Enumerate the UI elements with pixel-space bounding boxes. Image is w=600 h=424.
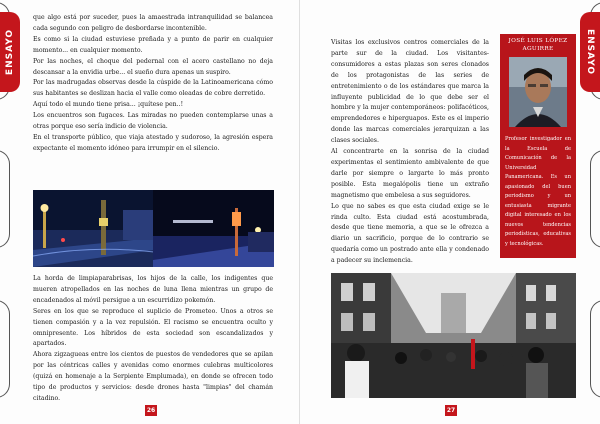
- paragraph: Visitas los exclusivos centros comerciales de la parte sur de la ciudad. Los visitantes-consumidores a estas plazas son seres clonados de los protagonistas de las series de entretenimiento o de los estándares que marca la influyente publicidad de lo que debe ser el hombre y la mujer contemporáneos: polifacéticos, emprendedores e hiperguapos. Este es el imperio donde las marcas comerciales jerarquizan a las clases sociales.: [331, 39, 489, 145]
- right-column: [331, 38, 489, 267]
- section-tab-right: [580, 12, 600, 92]
- paragraph: Los encuentros son fugaces. Las miradas no pueden contemplarse unas a otras porque eso sería indicio de violencia.: [33, 112, 273, 131]
- paragraph: Ahora zigzagueas entre los cientos de puestos de vendedores que se apilan por las céntricas calles y avenidas como enormes culebras multicolores (quizá en homenaje a la Serpiente Emplumada), en donde se ofrecen todo tipo de productos y servicios: desde drones hasta "limpias" del chamán citadino.: [33, 351, 273, 402]
- section-label-right: ENSAYO: [585, 28, 595, 76]
- paragraph: Aquí todo el mundo tiene prisa... ¡quítese pen..!: [33, 101, 184, 109]
- paragraph: Por las madrugadas observas desde la cúspide de la Latinoamericana cómo sus habitantes se deslizan hacia el valle como oleadas de cobre derretido.: [33, 79, 273, 98]
- paragraph: Al concentrarte en la sonrisa de la ciudad experimentas el sentimiento ambivalente de que darle por siempre o largarte lo más pronto posible. Esta megalópolis tiene un extraño magnetismo que embelesa a sus seguidores.: [331, 148, 489, 199]
- paragraph: Es como si la ciudad estuviese preñada y a punto de parir en cualquier momento... en cualquier momento.: [33, 35, 273, 54]
- author-bio: Profesor investigador en la Escuela de Comunicación de la Universidad Panamericana. Es un apasionado del buen periodismo y un entusiasta migrante digital interesado en los nuevos tendencias periodísticas, educativas y tecnológicas.: [505, 136, 571, 247]
- author-box: [500, 34, 576, 258]
- left-side-outline-lower: [0, 150, 10, 248]
- crowded-street-photo: [331, 273, 576, 398]
- paragraph: que algo está por suceder, pues la amaestrada intranquilidad se balancea cada segundo con peligro de desbordarse incontenible.: [33, 14, 273, 32]
- page-number-left: 26: [146, 407, 156, 414]
- section-tab-left: [0, 12, 20, 92]
- paragraph: La horda de limpiaparabrisas, los hijos de la calle, los indigentes que mueren atropellados en las noches de luna llena mientras un grupo de encadenados al móvil persigue a un escurridizo pokemón.: [33, 275, 273, 304]
- left-column-top: [33, 13, 273, 155]
- right-side-outline-lower: [590, 150, 600, 248]
- paragraph: Por las noches, el choque del pedernal con el acero castellano no deja descansar a la envidia urbe... el sueño dura apenas un suspiro.: [33, 57, 273, 76]
- night-street-photo: [33, 190, 154, 267]
- left-side-outline-bottom: [0, 300, 10, 398]
- author-name: JOSÉ LUIS LÓPEZ AGUIRRE: [508, 38, 568, 52]
- author-photo: [509, 57, 567, 127]
- right-side-outline-bottom: [590, 300, 600, 398]
- page-number-right: 27: [446, 407, 456, 414]
- night-crosswalk-photo: [153, 190, 274, 267]
- section-label-left: ENSAYO: [5, 28, 15, 76]
- paragraph: Seres en los que se reproduce el suplicio de Prometeo. Unos a otros se tienen compasión y a la vez repulsión. El racismo se encuentra oculto y omnipresente. Los híbridos de esta sociedad son escandalizados y apartados.: [33, 307, 273, 348]
- paragraph: En el transporte público, que viaja atestado y sudoroso, la agresión espera expectante el momento idóneo para irrumpir en el silencio.: [33, 133, 273, 152]
- paragraph: Lo que no sabes es que esta ciudad exige se le rinda culto. Esta ciudad está acostumbrada, desde que tiene memoria, a que se le ofrezca a diario un sacrificio, porque de lo contrario se quedaría como un postrado ante ella y condenado a padecer su inclemencia.: [331, 202, 489, 265]
- left-column-bottom: [33, 274, 273, 405]
